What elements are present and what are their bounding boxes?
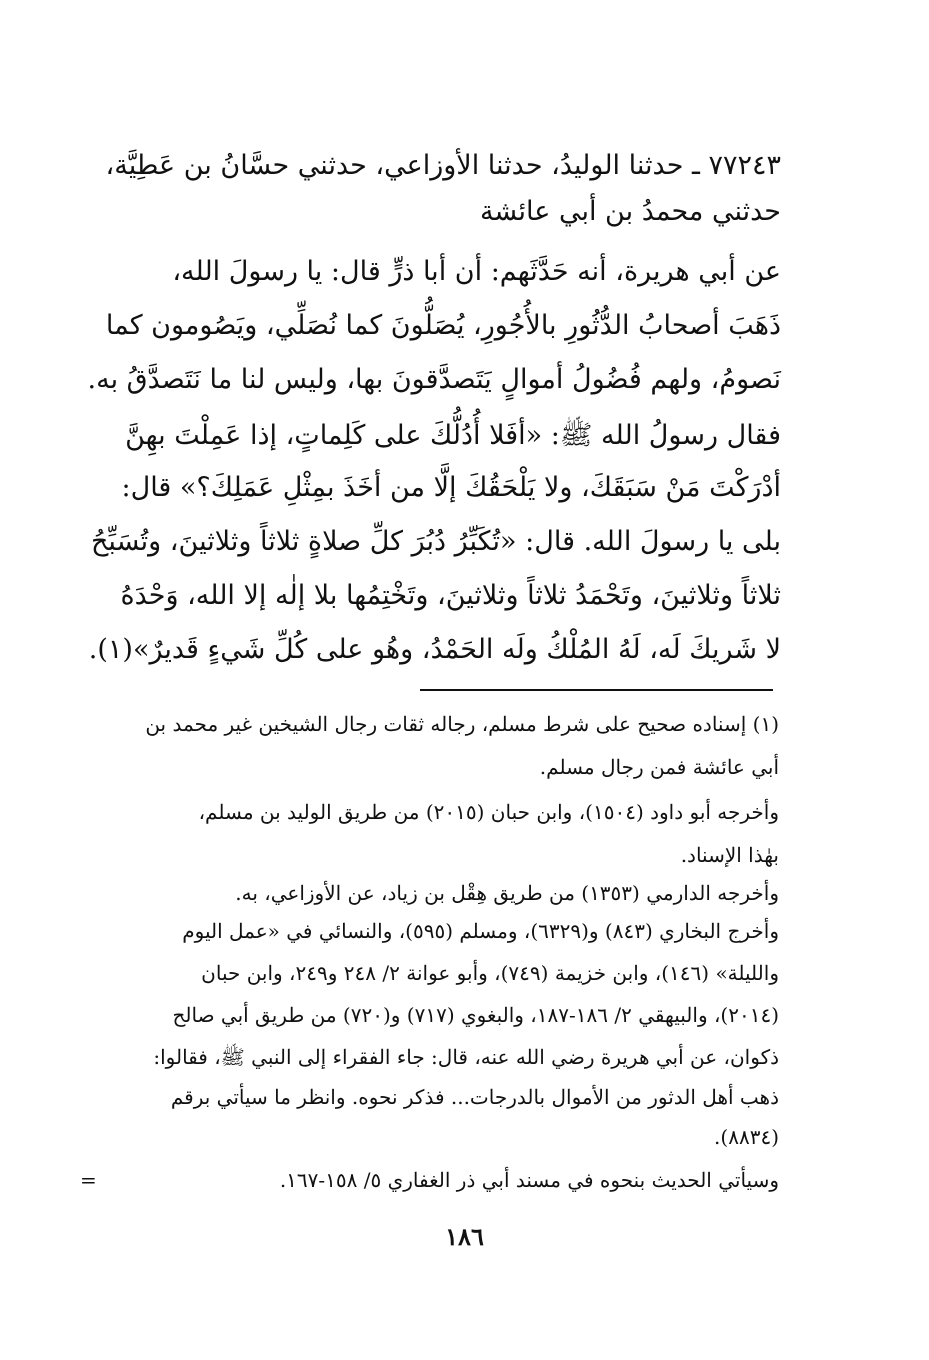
hadith-line: ٧٧٢٤٣ ـ حدثنا الوليدُ، حدثنا الأوزاعي، حدثني حسَّانُ بن عَطِيَّة، [105, 150, 781, 181]
footnote-line: ذكوان، عن أبي هريرة رضي الله عنه، قال: جاء الفقراء إلى النبي ﷺ، فقالوا: [153, 1045, 779, 1069]
footnote-line: ذهب أهل الدثور من الأموال بالدرجات... فذكر نحوه. وانظر ما سيأتي برقم [170, 1085, 779, 1109]
hadith-line: ذَهَبَ أصحابُ الدُّثُورِ بالأُجُورِ، يُصَلُّونَ كما نُصَلِّي، ويَصُومون كما [105, 310, 781, 341]
footnote-line: (١) إسناده صحيح على شرط مسلم، رجاله ثقات رجال الشيخين غير محمد بن [145, 712, 779, 736]
hadith-line: عن أبي هريرة، أنه حَدَّثَهم: أن أبا ذرٍّ قال: يا رسولَ الله، [172, 256, 781, 287]
continuation-mark: = [80, 1168, 97, 1192]
footnote-line: أبي عائشة فمن رجال مسلم. [539, 755, 779, 779]
hadith-line: فقال رسولُ الله ﷺ: «أفَلا أُدُلُّكَ على كَلِماتٍ، إذا عَمِلْتَ بهِنَّ [125, 420, 781, 451]
footnote-line: وسيأتي الحديث بنحوه في مسند أبي ذر الغفاري ٥/ ١٥٨-١٦٧. [279, 1168, 779, 1192]
footnote-line: وأخرجه أبو داود (١٥٠٤)، وابن حبان (٢٠١٥) من طريق الوليد بن مسلم، [198, 800, 779, 824]
hadith-line: نَصومُ، ولهم فُضُولُ أموالٍ يَتَصدَّقونَ بها، وليس لنا ما نَتَصدَّقُ به. [87, 364, 781, 395]
hadith-line: لا شَريكَ لَه، لَهُ المُلْكُ ولَه الحَمْدُ، وهُو على كُلِّ شَيءٍ قَديرٌ»(١). [88, 634, 781, 665]
footnote-line: (٨٨٣٤). [714, 1125, 779, 1149]
hadith-line: أدْرَكْتَ مَنْ سَبَقَكَ، ولا يَلْحَقُكَ إلَّا من أخَذَ بمِثْلِ عَمَلِكَ؟» قال: [121, 472, 781, 503]
footnote-line: (٢٠١٤)، والبيهقي ٢/ ١٨٦-١٨٧، والبغوي (٧١٧) و(٧٢٠) من طريق أبي صالح [172, 1003, 779, 1027]
footnote-line: والليلة» (١٤٦)، وابن خزيمة (٧٤٩)، وأبو عوانة ٢/ ٢٤٨ و٢٤٩، وابن حبان [201, 961, 779, 985]
hadith-line: حدثني محمدُ بن أبي عائشة [479, 196, 781, 227]
footnote-line: وأخرجه الدارمي (١٣٥٣) من طريق هِقْل بن زياد، عن الأوزاعي، به. [235, 881, 779, 905]
footnote-line: وأخرج البخاري (٨٤٣) و(٦٣٢٩)، ومسلم (٥٩٥)، والنسائي في «عمل اليوم [182, 919, 779, 943]
footnote-separator [420, 689, 773, 691]
page-number: ١٨٦ [445, 1222, 484, 1251]
hadith-line: بلى يا رسولَ الله. قال: «تُكَبِّرُ دُبُرَ كلِّ صلاةٍ ثلاثاً وثلاثينَ، وتُسَبِّحُ [91, 526, 781, 557]
footnote-line: بهٰذا الإسناد. [680, 843, 779, 867]
hadith-line: ثلاثاً وثلاثينَ، وتَحْمَدُ ثلاثاً وثلاثينَ، وتَخْتِمُها بلا إلٰه إلا الله، وَحْدَهُ [120, 580, 781, 611]
